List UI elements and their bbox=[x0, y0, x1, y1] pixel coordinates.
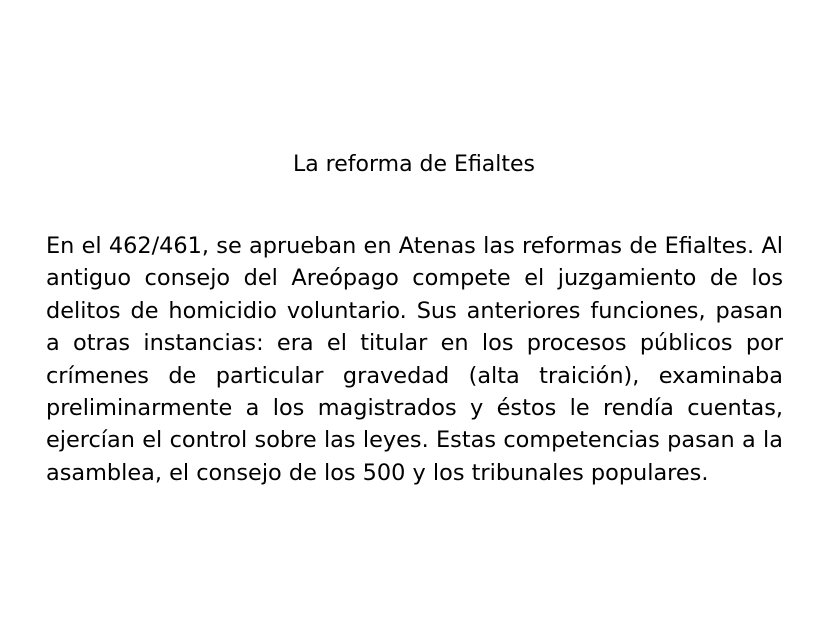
slide-title: La reforma de Efialtes bbox=[292, 152, 536, 177]
slide-body-paragraph: En el 462/461, se aprueban en Atenas las reformas de Efialtes. Al antiguo consejo del Areópago compete el juzgamiento de los delitos de homicidio voluntario. Sus anteriores funciones, pasan a otras instancias: era el titular en los procesos públicos por crímenes de particular gravedad (alta traición), examinaba preliminarmente a los magistrados y éstos le rendía cuentas, ejercían el control sobre las leyes. Estas competencias pasan a la asamblea, el consejo de los 500 y los tribunales populares. bbox=[46, 233, 783, 486]
